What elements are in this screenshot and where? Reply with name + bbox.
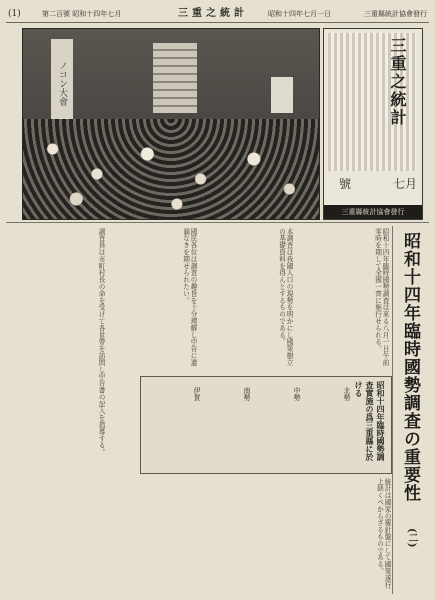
poster-month: 七月 (392, 177, 417, 191)
stage-sign (271, 77, 293, 113)
masthead: 三重之統計 (178, 8, 248, 19)
notice-row: 北勢 (342, 387, 350, 401)
article-column: 統計は國家の羅針盤にして國策遂行上缺くべからざるものである。 (375, 478, 391, 589)
poster-issue: 號 (338, 177, 351, 191)
stage-poster (153, 43, 197, 113)
issue-date: 昭和十四年七月一日 (268, 10, 331, 18)
photo-banner: ノコン大會 (51, 39, 73, 127)
event-photo (22, 28, 320, 220)
cover-poster (323, 28, 423, 220)
page-header (6, 6, 429, 23)
article-headline: 昭和十四年臨時國勢調査の重要性 (400, 232, 420, 502)
page-number: (1) (8, 9, 21, 19)
poster-title: 三重之統計 (388, 37, 407, 127)
notice-title: 昭和十四年臨時國勢調査實施の爲三重縣に於ける (354, 381, 386, 461)
boxed-notice (140, 376, 392, 474)
divider (6, 222, 429, 223)
article-column: 昭和十四年臨時國勢調査は來る八月一日午前零時を期して全國一齊に施行せられる。 (373, 228, 389, 366)
article-column: 國民各位は調査の趣旨を十分理解し申告に遺漏なきを期せられたい。 (181, 228, 197, 366)
headline-divider (392, 226, 393, 594)
article-column: 本調査は我國人口の現勢を明かにし國策樹立の基礎資料を得んとするものである。 (277, 228, 293, 366)
audience (23, 119, 319, 219)
notice-row: 中勢 (292, 387, 300, 401)
article-part: (二) (406, 528, 417, 548)
poster-footer: 三重縣統計協會發行 (324, 205, 422, 219)
notice-row: 南勢 (242, 387, 250, 401)
article-column: 調査員は市町村長の命を受けて各世帶を訪問し申告書の記入を指導する。 (97, 228, 105, 456)
issue-info: 第二百號 昭和十四年七月 (42, 10, 122, 18)
notice-row: 伊賀 (192, 387, 200, 401)
publisher: 三重縣統計協會發行 (364, 10, 427, 18)
